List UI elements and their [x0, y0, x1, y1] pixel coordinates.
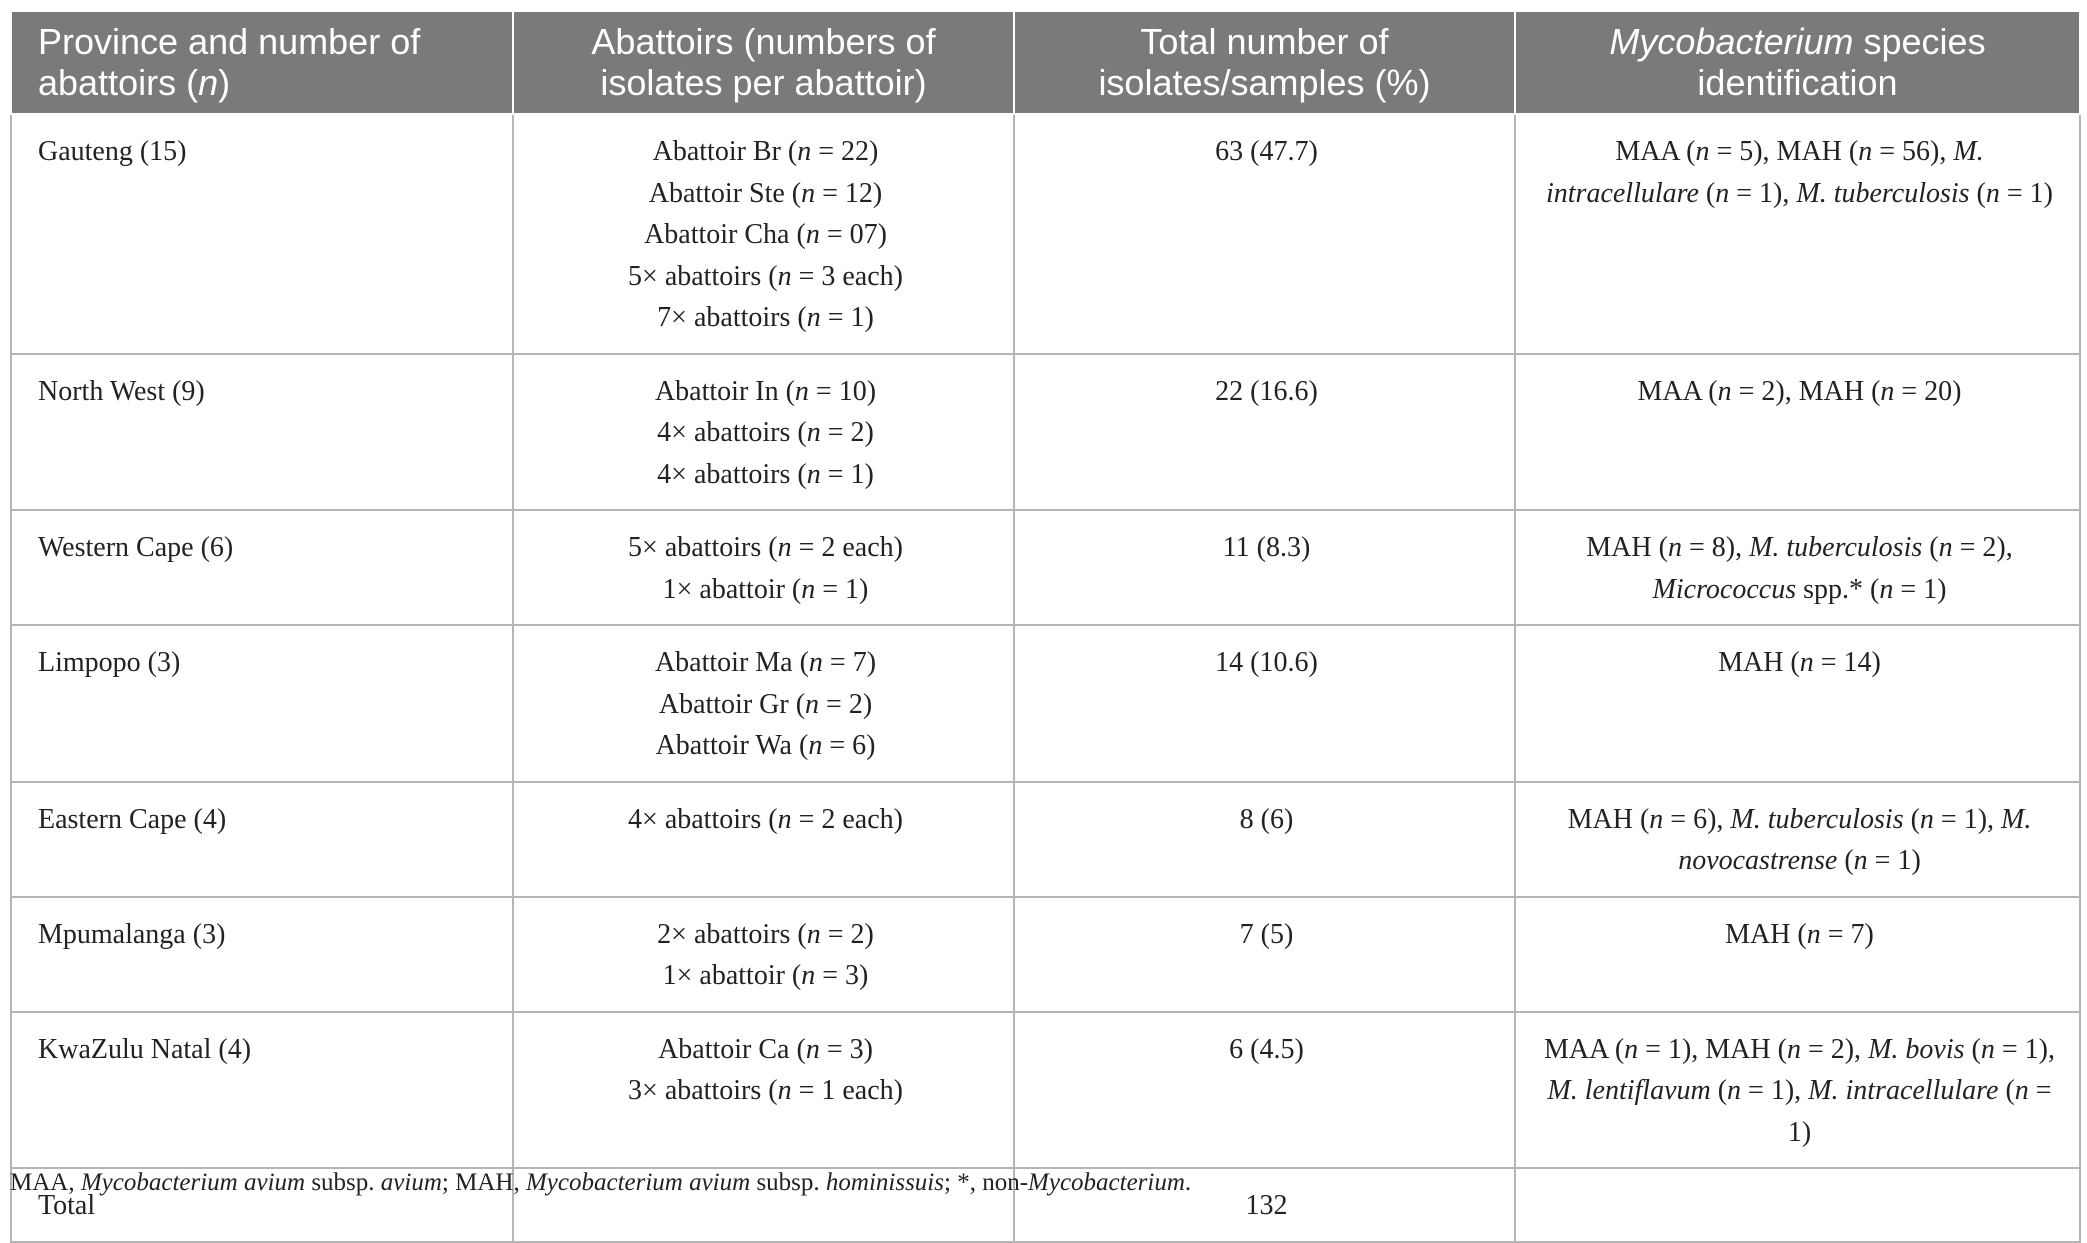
text-segment: Abattoir Br (: [652, 136, 798, 167]
text-segment: (: [1710, 1075, 1728, 1106]
abattoirs-cell: [513, 897, 1014, 1012]
italic-text: M. tuberculosis: [1796, 177, 1970, 209]
abattoirs-cell: [513, 354, 1014, 511]
footnote: [10, 1169, 1191, 1197]
abattoir-line: [540, 1070, 991, 1112]
italic-text: n: [801, 573, 816, 605]
italic-text: n: [777, 1075, 792, 1106]
text-segment: 4× abattoirs (: [657, 417, 807, 448]
text-segment: = 14): [1813, 647, 1881, 678]
italic-text: n: [806, 417, 821, 448]
species-text: [1542, 1029, 2057, 1154]
text-segment: = 1): [815, 573, 869, 605]
abattoir-line: [540, 173, 991, 215]
text-segment: = 1): [1893, 573, 1947, 605]
italic-text: n: [805, 1033, 820, 1065]
italic-text: n: [1715, 177, 1730, 209]
italic-text: n: [198, 62, 219, 103]
italic-text: M. novocastrense: [1678, 803, 2032, 876]
text-segment: = 2),: [1800, 1033, 1869, 1065]
italic-text: n: [777, 803, 792, 835]
total-cell: 63 (47.7): [1014, 114, 1515, 354]
italic-text: hominissuis: [825, 1169, 944, 1196]
header-total: [1014, 11, 1515, 114]
italic-text: M. intracellulare: [1808, 1075, 1999, 1106]
text-segment: (: [1969, 177, 1986, 209]
text-segment: 5× abattoirs (: [628, 532, 778, 563]
text-segment: 4× abattoirs (: [657, 458, 807, 490]
text-segment: = 3): [815, 960, 869, 991]
abattoir-line: [540, 955, 991, 997]
text-segment: .: [1184, 1169, 1192, 1196]
text-segment: (: [1698, 177, 1716, 209]
text-segment: MAA (: [1637, 375, 1718, 407]
italic-text: n: [1695, 136, 1710, 167]
abattoirs-cell: [513, 782, 1014, 897]
italic-text: n: [1938, 532, 1953, 563]
abattoir-line: [540, 642, 991, 684]
province-cell: North West (9): [11, 354, 513, 511]
text-segment: (: [1837, 845, 1854, 876]
abattoir-line: [540, 412, 991, 454]
italic-text: n: [1649, 803, 1664, 835]
total-cell: 6 (4.5): [1014, 1012, 1515, 1169]
species-text: [1542, 371, 2057, 413]
table-row: [11, 114, 2080, 354]
italic-text: n: [1858, 136, 1873, 167]
text-segment: = 5), MAH (: [1709, 136, 1859, 167]
abattoirs-cell: [513, 114, 1014, 354]
italic-text: n: [794, 375, 809, 407]
province-cell: KwaZulu Natal (4): [11, 1012, 513, 1169]
italic-text: n: [2014, 1075, 2029, 1106]
text-segment: Province and number of abattoirs (: [38, 21, 421, 103]
text-segment: Abattoirs (numbers of isolates per abattoir): [591, 21, 936, 103]
italic-text: n: [1799, 647, 1814, 678]
text-segment: = 1 each): [791, 1075, 903, 1106]
total-cell: 8 (6): [1014, 782, 1515, 897]
abattoir-line: [540, 454, 991, 496]
species-text: [1542, 131, 2057, 214]
text-segment: Abattoir Gr (: [658, 688, 806, 720]
text-segment: = 2 each): [791, 803, 903, 835]
abattoir-line: [540, 569, 991, 611]
italic-text: M. intracellulare: [1545, 136, 1984, 209]
text-segment: 1× abattoir (: [662, 573, 802, 605]
text-segment: = 1): [820, 302, 874, 333]
species-cell: [1515, 1012, 2080, 1169]
text-segment: (: [1903, 803, 1920, 835]
table-row: [11, 510, 2080, 625]
species-text: [1542, 914, 2057, 956]
table-row: [11, 354, 2080, 511]
total-cell: 7 (5): [1014, 897, 1515, 1012]
abattoir-line: [540, 1029, 991, 1071]
text-segment: (: [1964, 1033, 1981, 1065]
italic-text: n: [1717, 375, 1732, 407]
text-segment: 4× abattoirs (: [628, 803, 778, 835]
text-segment: MAH (: [1718, 647, 1800, 678]
text-segment: subsp.: [305, 1169, 381, 1196]
text-segment: = 6): [822, 730, 876, 761]
header-species: [1515, 11, 2080, 114]
text-segment: = 2),: [1952, 532, 2013, 563]
text-segment: Abattoir In (: [654, 375, 795, 407]
total-cell: 11 (8.3): [1014, 510, 1515, 625]
italic-text: n: [805, 219, 820, 250]
species-cell: [1515, 510, 2080, 625]
text-segment: = 56),: [1872, 136, 1954, 167]
italic-text: Micrococcus: [1652, 573, 1797, 605]
text-segment: = 1): [1867, 845, 1921, 876]
text-segment: = 6),: [1663, 803, 1731, 835]
text-segment: Abattoir Cha (: [644, 219, 806, 250]
text-segment: MAA,: [10, 1169, 81, 1196]
italic-text: M. tuberculosis: [1730, 803, 1904, 835]
italic-text: n: [806, 458, 821, 490]
italic-text: n: [808, 730, 823, 761]
isolates-table: [10, 10, 2081, 1243]
italic-text: M. bovis: [1868, 1033, 1965, 1065]
text-segment: = 1),: [1933, 803, 2002, 835]
species-text: [1542, 799, 2057, 882]
text-segment: MAA (: [1544, 1033, 1625, 1065]
species-cell: [1515, 625, 2080, 782]
abattoir-line: [540, 214, 991, 256]
species-cell: [1515, 114, 2080, 354]
text-segment: 7× abattoirs (: [657, 302, 807, 333]
italic-text: n: [801, 960, 816, 991]
italic-text: n: [801, 177, 816, 209]
text-segment: 3× abattoirs (: [628, 1075, 778, 1106]
text-segment: = 2 each): [791, 532, 903, 563]
text-segment: = 3): [819, 1033, 873, 1065]
abattoir-line: [540, 799, 991, 841]
table-row: [11, 782, 2080, 897]
total-cell: 22 (16.6): [1014, 354, 1515, 511]
text-segment: = 1), MAH (: [1638, 1033, 1787, 1065]
italic-text: n: [1853, 845, 1868, 876]
italic-text: n: [1879, 573, 1894, 605]
province-cell: Mpumalanga (3): [11, 897, 513, 1012]
text-segment: MAH (: [1586, 532, 1668, 563]
italic-text: n: [808, 647, 823, 678]
text-segment: ; MAH,: [441, 1169, 526, 1196]
province-cell: Western Cape (6): [11, 510, 513, 625]
text-segment: Abattoir Ca (: [658, 1033, 806, 1065]
table-row: [11, 897, 2080, 1012]
species-cell: [1515, 897, 2080, 1012]
text-segment: = 10): [808, 375, 877, 407]
italic-text: n: [805, 688, 820, 720]
species-text: [1542, 642, 2057, 684]
text-segment: spp.* (: [1796, 573, 1880, 605]
italic-text: avium: [380, 1169, 442, 1196]
text-segment: = 7): [822, 647, 877, 678]
italic-text: M. lentiflavum: [1547, 1075, 1711, 1106]
table-row: [11, 625, 2080, 782]
italic-text: n: [1985, 177, 2000, 209]
province-cell: Limpopo (3): [11, 625, 513, 782]
province-cell: Total: [11, 1168, 513, 1242]
abattoir-line: [540, 256, 991, 298]
total-cell: 14 (10.6): [1014, 625, 1515, 782]
text-segment: Abattoir Wa (: [655, 730, 809, 761]
text-segment: = 1),: [1729, 177, 1797, 209]
italic-text: n: [1667, 532, 1682, 563]
abattoir-line: [540, 527, 991, 569]
text-segment: = 8),: [1681, 532, 1750, 563]
text-segment: = 1): [1787, 1075, 2052, 1148]
italic-text: Mycobacterium avium: [525, 1169, 751, 1196]
text-segment: = 2): [819, 688, 873, 720]
italic-text: n: [777, 260, 792, 292]
italic-text: n: [1786, 1033, 1801, 1065]
header-row: [11, 11, 2080, 114]
abattoir-line: [540, 297, 991, 339]
text-segment: ): [218, 62, 231, 103]
text-segment: = 1),: [1994, 1033, 2055, 1065]
header-province: [11, 11, 513, 114]
text-segment: = 12): [815, 177, 883, 209]
abattoir-line: [540, 371, 991, 413]
italic-text: n: [777, 532, 792, 563]
text-segment: (: [1922, 532, 1939, 563]
abattoir-line: [540, 914, 991, 956]
abattoirs-cell: [513, 1012, 1014, 1169]
italic-text: Mycobacterium: [1028, 1169, 1185, 1196]
species-text: [1542, 527, 2057, 610]
italic-text: n: [1919, 803, 1934, 835]
text-segment: MAH (: [1567, 803, 1650, 835]
italic-text: Mycobacterium avium: [80, 1169, 306, 1196]
text-segment: subsp.: [750, 1169, 826, 1196]
abattoir-line: [540, 131, 991, 173]
province-cell: Gauteng (15): [11, 114, 513, 354]
text-segment: = 1),: [1741, 1075, 1809, 1106]
abattoir-line: [540, 725, 991, 767]
italic-text: n: [1806, 918, 1821, 950]
species-cell: [1515, 782, 2080, 897]
text-segment: 1× abattoir (: [662, 960, 802, 991]
text-segment: MAH (: [1725, 918, 1807, 950]
text-segment: = 7): [1820, 918, 1874, 950]
abattoir-line: [540, 684, 991, 726]
text-segment: = 2): [820, 918, 874, 950]
text-segment: = 1): [1999, 177, 2053, 209]
italic-text: Mycobacterium: [1609, 21, 1854, 62]
table-row: [11, 1012, 2080, 1169]
species-cell: [1515, 1168, 2080, 1242]
italic-text: n: [1880, 375, 1895, 407]
text-segment: = 20): [1894, 375, 1962, 407]
text-segment: MAA (: [1615, 136, 1696, 167]
header-abattoirs: [513, 11, 1014, 114]
text-segment: Abattoir Ma (: [654, 647, 809, 678]
text-segment: = 1): [820, 458, 874, 490]
text-segment: = 07): [819, 219, 887, 250]
text-segment: Total number of isolates/samples (%): [1098, 21, 1431, 103]
italic-text: n: [806, 302, 821, 333]
italic-text: n: [797, 136, 812, 167]
text-segment: = 3 each): [791, 260, 903, 292]
italic-text: M. tuberculosis: [1749, 532, 1923, 563]
total-cell: 132: [1014, 1168, 1515, 1242]
italic-text: n: [1727, 1075, 1742, 1106]
text-segment: 5× abattoirs (: [628, 260, 778, 292]
text-segment: (: [1998, 1075, 2015, 1106]
italic-text: n: [1980, 1033, 1995, 1065]
text-segment: = 22): [811, 136, 879, 167]
italic-text: n: [806, 918, 821, 950]
text-segment: Abattoir Ste (: [648, 177, 802, 209]
province-cell: Eastern Cape (4): [11, 782, 513, 897]
abattoirs-cell: [513, 510, 1014, 625]
abattoirs-cell: [513, 625, 1014, 782]
text-segment: 2× abattoirs (: [657, 918, 807, 950]
text-segment: ; *, non-: [944, 1169, 1029, 1196]
text-segment: species identification: [1697, 21, 1986, 103]
text-segment: = 2): [820, 417, 874, 448]
text-segment: = 2), MAH (: [1731, 375, 1881, 407]
species-cell: [1515, 354, 2080, 511]
italic-text: n: [1624, 1033, 1639, 1065]
